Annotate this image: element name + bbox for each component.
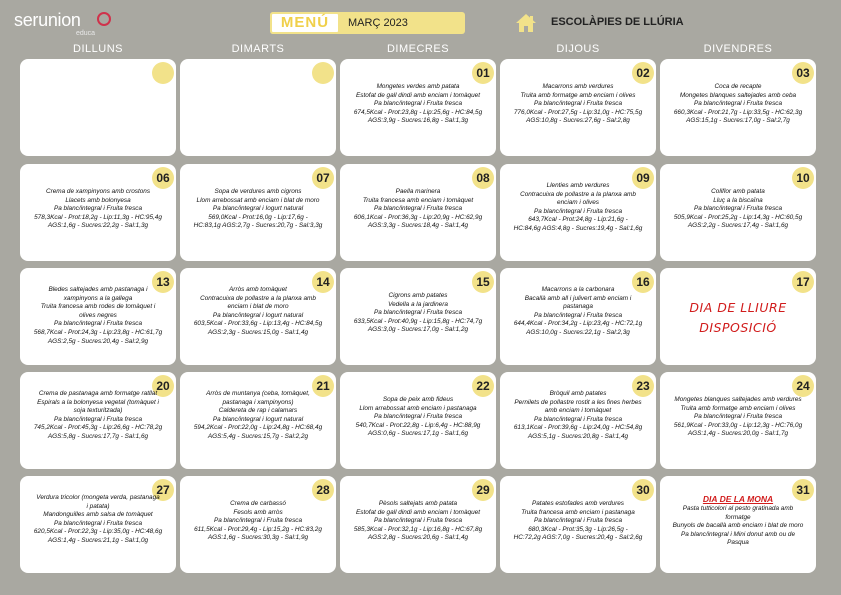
empty-day-cell [20, 59, 176, 156]
menu-line: 540,7Kcal - Prot:22,8g - Lip:6,4g - HC:88,9g [355, 421, 481, 429]
month-label: MARÇ 2023 [348, 17, 408, 29]
menu-text [184, 286, 332, 338]
menu-line: Espirals a la bolonyesa vegetal (tomàquet i [37, 398, 159, 406]
menu-line: Pa blanc/integral i Iogurt natural [212, 415, 304, 423]
day-number: 14 [312, 271, 334, 293]
menu-line: 643,7Kcal - Prot:24,8g - Lip:21,6g - [528, 216, 628, 224]
menu-line: Pa blanc/integral i Fruita fresca [373, 309, 463, 317]
menu-line: 585,3Kcal - Prot:32,1g - Lip:16,8g - HC:67,8g [353, 525, 483, 533]
day-cell [20, 476, 176, 573]
menu-line: Pa blanc/integral i Fruita fresca [373, 205, 463, 213]
menu-label: MENÚ [270, 12, 340, 34]
menu-text [504, 390, 652, 442]
menu-line: Fesols amb arròs [233, 508, 283, 516]
day-cell [180, 476, 336, 573]
menu-line: Sopa de verdures amb cigrons [214, 188, 302, 195]
day-number: 30 [632, 479, 654, 501]
menu-line: AGS:1,4g - Sucres:21,1g - Sal:1,0g [47, 536, 149, 544]
day-number: 16 [632, 271, 654, 293]
menu-line: Pèsols saltejats amb patata [378, 500, 458, 507]
day-number: 20 [152, 375, 174, 397]
menu-line: Cigrons amb patates [388, 292, 448, 299]
menu-line: Bledes saltejades amb pastanaga i [48, 286, 148, 293]
menu-line: AGS:2,2g - Sucres:17,4g - Sal:1,6g [687, 222, 789, 230]
menu-text [664, 188, 812, 231]
menu-line: Llom arrebossat amb enciam i blat de moro [196, 196, 320, 204]
menu-line: Vedella a la jardinera [388, 300, 448, 308]
menu-line: AGS:5,8g - Sucres:17,7g - Sal:1,6g [47, 432, 149, 440]
menu-line: AGS:3,0g - Sucres:17,0g - Sal:1,2g [367, 326, 469, 334]
day-cell [340, 268, 496, 365]
day-cell [340, 476, 496, 573]
menu-line: Crema de pastanaga amb formatge ratllat [38, 390, 158, 397]
menu-line: Coca de recapte [714, 83, 762, 90]
menu-line: Mongetes blanques saltejades amb ceba [679, 91, 797, 99]
day-number: 01 [472, 62, 494, 84]
day-cell [500, 372, 656, 469]
menu-line: 776,0Kcal - Prot:27,5g - Lip:31,0g - HC:75,5g [513, 108, 643, 116]
menu-line: Pa blanc/integral i Fruita fresca [533, 207, 623, 215]
menu-line: AGS:1,6g - Sucres:30,3g - Sal:1,9g [207, 534, 309, 542]
day-cell [180, 372, 336, 469]
menu-line: Macarrons a la carbonara [541, 286, 615, 293]
menu-line: 660,3Kcal - Prot:21,7g - Lip:33,5g - HC:62,3g [673, 108, 803, 116]
menu-line: Llenties amb verdures [546, 182, 610, 189]
brand-name: serunion [14, 10, 81, 30]
menu-line: HC:84,6g AGS:4,8g - Sucres:19,4g - Sal:1,6g [513, 224, 643, 232]
menu-line: Pa blanc/integral i Fruita fresca [693, 205, 783, 213]
menu-line: Truita amb formatge amb enciam i olives [680, 404, 796, 412]
menu-text [344, 188, 492, 231]
day-cell [20, 164, 176, 261]
menu-text [24, 390, 172, 442]
menu-text [504, 286, 652, 338]
menu-line: AGS:15,1g - Sucres:17,0g - Sal:2,7g [686, 117, 790, 125]
menu-line: Bròquil amb patates [549, 390, 607, 397]
menu-line: pastanaga i xampinyons) [222, 398, 294, 406]
menu-line: AGS:2,8g - Sucres:20,6g - Sal:1,4g [367, 534, 469, 542]
menu-text [504, 500, 652, 543]
menu-line: Pa blanc/integral i Fruita fresca [213, 517, 303, 525]
menu-line: 745,2Kcal - Prot:45,3g - Lip:26,6g - HC:78,2g [33, 424, 163, 432]
menu-line: 569,0Kcal - Prot:16,0g - Lip:17,6g - [208, 213, 308, 221]
menu-line: Pernilets de pollastre rostit a les fines herbes [514, 398, 642, 406]
day-number: 10 [792, 167, 814, 189]
menu-line: 603,5Kcal - Prot:33,6g - Lip:13,4g - HC:84,5g [193, 320, 323, 328]
day-number: 31 [792, 479, 814, 501]
menu-text [344, 500, 492, 543]
menu-line: 674,5Kcal - Prot:23,8g - Lip:25,6g - HC:84,5g [353, 108, 483, 116]
menu-line: formatge [725, 513, 751, 521]
menu-line: AGS:3,9g - Sucres:16,8g - Sal:1,3g [367, 117, 469, 125]
school-name: ESCOLÀPIES DE LLÚRIA [551, 16, 684, 28]
menu-line: 594,2Kcal - Prot:22,0g - Lip:24,8g - HC:68,4g [193, 424, 323, 432]
menu-line: Sopa de peix amb fideus [382, 396, 454, 403]
day-number: 17 [792, 271, 814, 293]
day-number: 28 [312, 479, 334, 501]
menu-line: Estofat de gall dindi amb enciam i tomàquet [356, 91, 480, 99]
day-cell [660, 372, 816, 469]
menu-line: AGS:1,4g - Sucres:20,0g - Sal:1,7g [687, 430, 789, 438]
menu-line: Truita francesa amb enciam i pastanaga [521, 508, 635, 516]
menu-line: Pa blanc/integral i Iogurt natural [212, 311, 304, 319]
day-cell [500, 164, 656, 261]
menu-line: 568,7Kcal - Prot:24,3g - Lip:23,8g - HC:61,7g [33, 328, 163, 336]
menu-line: Pasta tutticolori al pesto gratinada amb [682, 505, 794, 512]
menu-line: AGS:3,3g - Sucres:18,4g - Sal:1,4g [367, 222, 469, 230]
day-cell [20, 372, 176, 469]
menu-line: olives negres [79, 311, 117, 319]
house-icon [515, 13, 537, 33]
menu-line: Pa blanc/integral i Fruita fresca [53, 320, 143, 328]
menu-line: Pa blanc/integral i Fruita fresca [533, 311, 623, 319]
menu-line: 613,1Kcal - Prot:39,6g - Lip:24,0g - HC:54,8g [513, 424, 643, 432]
menu-line: Pa blanc/integral i Fruita fresca [373, 100, 463, 108]
menu-line: Llacets amb bolonyesa [65, 196, 131, 204]
day-cell [340, 59, 496, 156]
menu-line: Arròs amb tomàquet [229, 286, 287, 293]
weekday-label: DIJOUS [556, 43, 600, 55]
day-number: 22 [472, 375, 494, 397]
menu-text [664, 83, 812, 126]
menu-text [24, 286, 172, 346]
day-cell [180, 164, 336, 261]
day-number: 13 [152, 271, 174, 293]
day-number: 23 [632, 375, 654, 397]
menu-line: HC:83,1g AGS:2,7g - Sucres:20,7g - Sal:3,3g [193, 222, 323, 230]
menu-line: HC:72,2g AGS:7,0g - Sucres:20,4g - Sal:2,6g [513, 534, 643, 542]
menu-line: Pa blanc/integral i Fruita fresca [373, 517, 463, 525]
menu-line: Mandonguilles amb salsa de tomàquet [43, 511, 153, 519]
day-cell [660, 476, 816, 573]
menu-line: AGS:10,8g - Sucres:27,6g - Sal:2,8g [526, 117, 630, 125]
menu-text [184, 390, 332, 442]
day-number: 02 [632, 62, 654, 84]
menu-line: AGS:0,6g - Sucres:17,1g - Sal:1,6g [367, 430, 469, 438]
menu-line: Caldereta de rap i calamars [218, 407, 298, 415]
menu-line: Pa blanc/integral i Mini donut amb ou de [680, 530, 796, 538]
day-cell [500, 476, 656, 573]
free-day-line: DISPOSICIÓ [699, 320, 777, 335]
menu-line: Estofat de gall dindi amb enciam i tomàquet [356, 508, 480, 516]
free-day-line: DIA DE LLIURE [689, 300, 787, 315]
day-dot [312, 62, 334, 84]
weekday-label: DIMECRES [386, 43, 450, 55]
menu-line: Mongetes blanques saltejades amb verdures [674, 396, 802, 403]
menu-line: soja texturitzada) [73, 407, 123, 415]
day-cell [340, 164, 496, 261]
menu-line: 578,3Kcal - Prot:18,2g - Lip:11,3g - HC:95,4g [34, 213, 162, 221]
menu-text [24, 494, 172, 546]
menu-text [24, 188, 172, 231]
menu-line: Pa blanc/integral i Fruita fresca [693, 100, 783, 108]
menu-line: enciam i blat de moro [227, 303, 289, 311]
menu-line: Patates estofades amb verdures [531, 500, 624, 507]
menu-line: Pa blanc/integral i Fruita fresca [373, 413, 463, 421]
menu-line: 644,4Kcal - Prot:34,2g - Lip:23,4g - HC:72,1g [513, 320, 643, 328]
menu-line: AGS:5,1g - Sucres:20,8g - Sal:1,4g [527, 432, 629, 440]
menu-line: Pa blanc/integral i Fruita fresca [53, 519, 143, 527]
menu-line: Contracuixa de pollastre a la planxa amb [520, 190, 636, 198]
menu-text [344, 396, 492, 439]
menu-line: Pa blanc/integral i Fruita fresca [533, 100, 623, 108]
menu-line: 606,1Kcal - Prot:36,3g - Lip:20,9g - HC:62,9g [353, 213, 483, 221]
day-number: 21 [312, 375, 334, 397]
day-cell [180, 268, 336, 365]
menu-line: Llom arrebossat amb enciam i pastanaga [359, 404, 477, 412]
day-number: 07 [312, 167, 334, 189]
menu-line: Paella marinera [395, 188, 441, 195]
menu-line: AGS:2,3g - Sucres:15,0g - Sal:1,4g [207, 328, 309, 336]
menu-text [184, 188, 332, 231]
day-number: 09 [632, 167, 654, 189]
weekday-header [0, 43, 841, 57]
day-dot [152, 62, 174, 84]
menu-text [664, 494, 812, 548]
menu-line: Crema de xampinyons amb crostons [45, 188, 151, 195]
empty-day-cell [180, 59, 336, 156]
menu-line: AGS:2,5g - Sucres:20,4g - Sal:2,9g [47, 337, 149, 345]
menu-line: 633,5Kcal - Prot:40,9g - Lip:15,8g - HC:74,7g [353, 317, 483, 325]
day-number: 29 [472, 479, 494, 501]
day-number: 15 [472, 271, 494, 293]
menu-line: 620,5Kcal - Prot:22,3g - Lip:35,0g - HC:48,6g [33, 528, 163, 536]
menu-line: Lluç a la biscaïna [713, 196, 763, 204]
weekday-label: DIVENDRES [703, 43, 773, 55]
menu-line: Truita francesa amb enciam i tomàquet [362, 196, 474, 204]
menu-line: AGS:5,4g - Sucres:15,7g - Sal:2,2g [207, 432, 309, 440]
menu-line: Arròs de muntanya (ceba, tomàquet, [206, 390, 310, 397]
menu-line: pastanaga [563, 303, 593, 311]
menu-line: Pasqua [727, 539, 749, 547]
brand-tag: educa [76, 30, 96, 37]
menu-text [664, 396, 812, 439]
menu-line: Macarrons amb verdures [542, 83, 614, 90]
day-number: 27 [152, 479, 174, 501]
menu-line: Bacallà amb all i julivert amb enciam i [524, 294, 632, 302]
menu-text [184, 500, 332, 543]
menu-line: 561,9Kcal - Prot:33,0g - Lip:12,3g - HC:76,0g [673, 421, 803, 429]
menu-line: AGS:1,6g - Sucres:22,2g - Sal:1,3g [47, 222, 149, 230]
menu-line: Mongetes verdes amb patata [376, 83, 460, 90]
menu-header [270, 12, 465, 34]
menu-line: Contracuixa de pollastre a la planxa amb [200, 294, 316, 302]
day-number: 03 [792, 62, 814, 84]
menu-line: Truita francesa amb rodes de tomàquet i [40, 303, 156, 311]
day-cell [660, 164, 816, 261]
menu-line: Pa blanc/integral i Fruita fresca [533, 415, 623, 423]
free-day-label [660, 298, 816, 338]
menu-line: AGS:10,0g - Sucres:22,1g - Sal:2,3g [526, 328, 630, 336]
day-number: 08 [472, 167, 494, 189]
menu-line: 680,3Kcal - Prot:35,3g - Lip:26,5g - [528, 525, 628, 533]
brand-mark-icon [97, 12, 111, 26]
special-day-label: DIA DE LA MONA [702, 494, 774, 504]
menu-line: Bunyols de bacallà amb enciam i blat de moro [672, 522, 804, 530]
day-cell [340, 372, 496, 469]
menu-text [504, 83, 652, 126]
day-cell [500, 59, 656, 156]
menu-line: i patata) [86, 502, 110, 510]
menu-line: Pa blanc/integral i Fruita fresca [53, 205, 143, 213]
menu-line: xampinyons a la gallega [63, 294, 133, 302]
menu-line: Verdura tricolor (mongeta verda, pastanaga [36, 494, 160, 501]
menu-line: Truita amb formatge amb enciam i olives [520, 91, 636, 99]
menu-line: Pa blanc/integral i Fruita fresca [53, 415, 143, 423]
menu-line: Pa blanc/integral i Fruita fresca [533, 517, 623, 525]
weekday-label: DILLUNS [73, 43, 123, 55]
menu-line: 611,5Kcal - Prot:29,4g - Lip:15,2g - HC:83,2g [194, 525, 322, 533]
day-cell [20, 268, 176, 365]
day-number: 06 [152, 167, 174, 189]
menu-line: Pa blanc/integral i Iogurt natural [212, 205, 304, 213]
day-cell [500, 268, 656, 365]
menu-line: enciam i olives [557, 199, 599, 207]
menu-text [344, 292, 492, 335]
menu-line: amb enciam i tomàquet [544, 407, 612, 415]
menu-text [504, 182, 652, 234]
serunion-logo [14, 8, 124, 38]
menu-line: Crema de carbassó [230, 500, 286, 507]
menu-line: 505,9Kcal - Prot:25,2g - Lip:14,3g - HC:60,5g [673, 213, 803, 221]
day-number: 24 [792, 375, 814, 397]
day-cell [660, 59, 816, 156]
day-cell [660, 268, 816, 365]
menu-line: Coliflor amb patata [711, 188, 765, 195]
menu-line: Pa blanc/integral i Fruita fresca [693, 413, 783, 421]
menu-text [344, 83, 492, 126]
weekday-label: DIMARTS [231, 43, 285, 55]
